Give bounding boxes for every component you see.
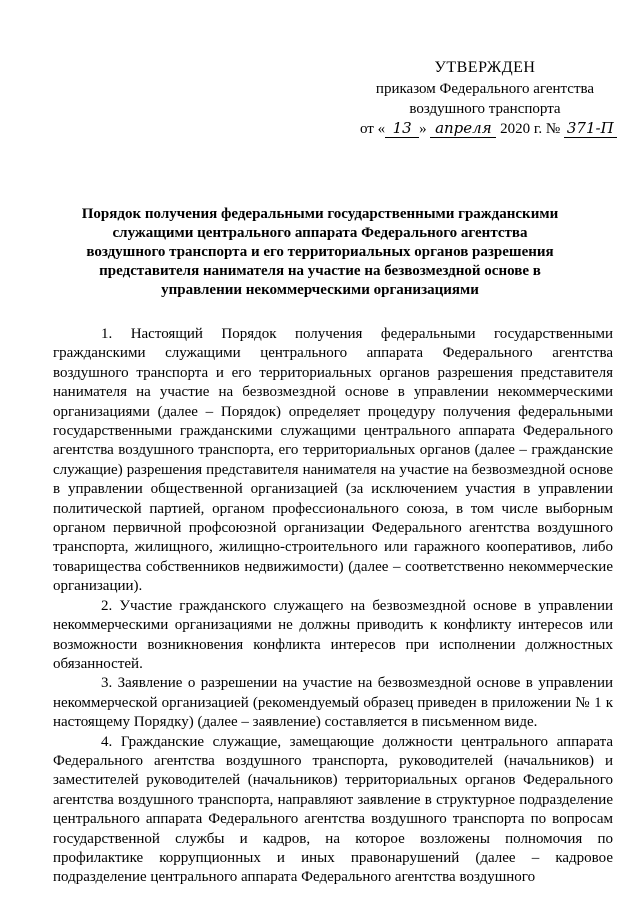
paragraph-3: 3. Заявление о разрешении на участие на безвозмездной основе в управлении некоммерческой организацией (рекомендуемый образец приведен в приложении № 1 к настоящему Порядку) (далее – заявление) составляется в письменном виде. — [53, 675, 613, 731]
handwritten-month: апреля — [430, 119, 496, 138]
approval-date-line — [360, 119, 614, 139]
date-quote-close: » — [419, 121, 427, 137]
handwritten-order-number: 371-П — [564, 119, 617, 138]
date-year: 2020 г. № — [500, 121, 561, 137]
paragraph-2: 2. Участие гражданского служащего на безвозмездной основе в управлении некоммерческими организациями не должны приводить к конфликту интересов или возможности возникновения конфликта интересов при исполнении должностных обязанностей. — [53, 597, 613, 672]
document-body — [53, 325, 613, 888]
approval-agency-line: воздушного транспорта — [409, 101, 561, 117]
date-prefix: от « — [360, 121, 386, 137]
paragraph-1: 1. Настоящий Порядок получения федеральными государственными гражданскими служащими центрального аппарата Федерального агентства воздушного транспорта и его территориальных органов разрешения представителя нанимателя на участие на безвозмездной основе в управлении некоммерческими организациями (далее – Порядок) определяет процедуру получения федеральными государственными гражданскими служащими центрального аппарата Федерального агентства воздушного транспорта, его территориальных органов (далее – гражданские служащие) разрешения представителя нанимателя на участие на безвозмездной основе в управлении общественной организацией (за исключением участия в управлении политической партией, органом профессионального союза, в том числе выборным органом первичной профсоюзной организации Федерального агентства воздушного транспорта, жилищного, жилищно-строительного или гаражного кооперативов, либо товарищества собственников недвижимости) (далее – соответственно некоммерческие организации). — [53, 326, 613, 595]
approval-order-line: приказом Федерального агентства — [375, 81, 595, 97]
approval-stamp — [360, 58, 614, 139]
approval-heading: УТВЕРЖДЕН — [434, 59, 536, 76]
paragraph-4: 4. Гражданские служащие, замещающие должности центрального аппарата Федерального агентства воздушного транспорта, руководителей (начальников) и заместителей руководителей (начальников) территориальных органов Федерального агентства воздушного транспорта, направляют заявление в структурное подразделение центрального аппарата Федерального агентства воздушного транспорта по вопросам государственной службы и кадров, на которое возложены полномочия по профилактике коррупционных и иных правонарушений (далее – кадровое подразделение центрального аппарата Федерального агентства воздушного — [53, 733, 613, 886]
handwritten-day: 13 — [385, 119, 419, 138]
document-title: Порядок получения федеральными государственными гражданскими служащими центрального аппарата Федерального агентства воздушного транспорта и его территориальных органов разрешения представителя нанимателя на участие на безвозмездной основе в управлении некоммерческими организациями — [81, 206, 559, 298]
